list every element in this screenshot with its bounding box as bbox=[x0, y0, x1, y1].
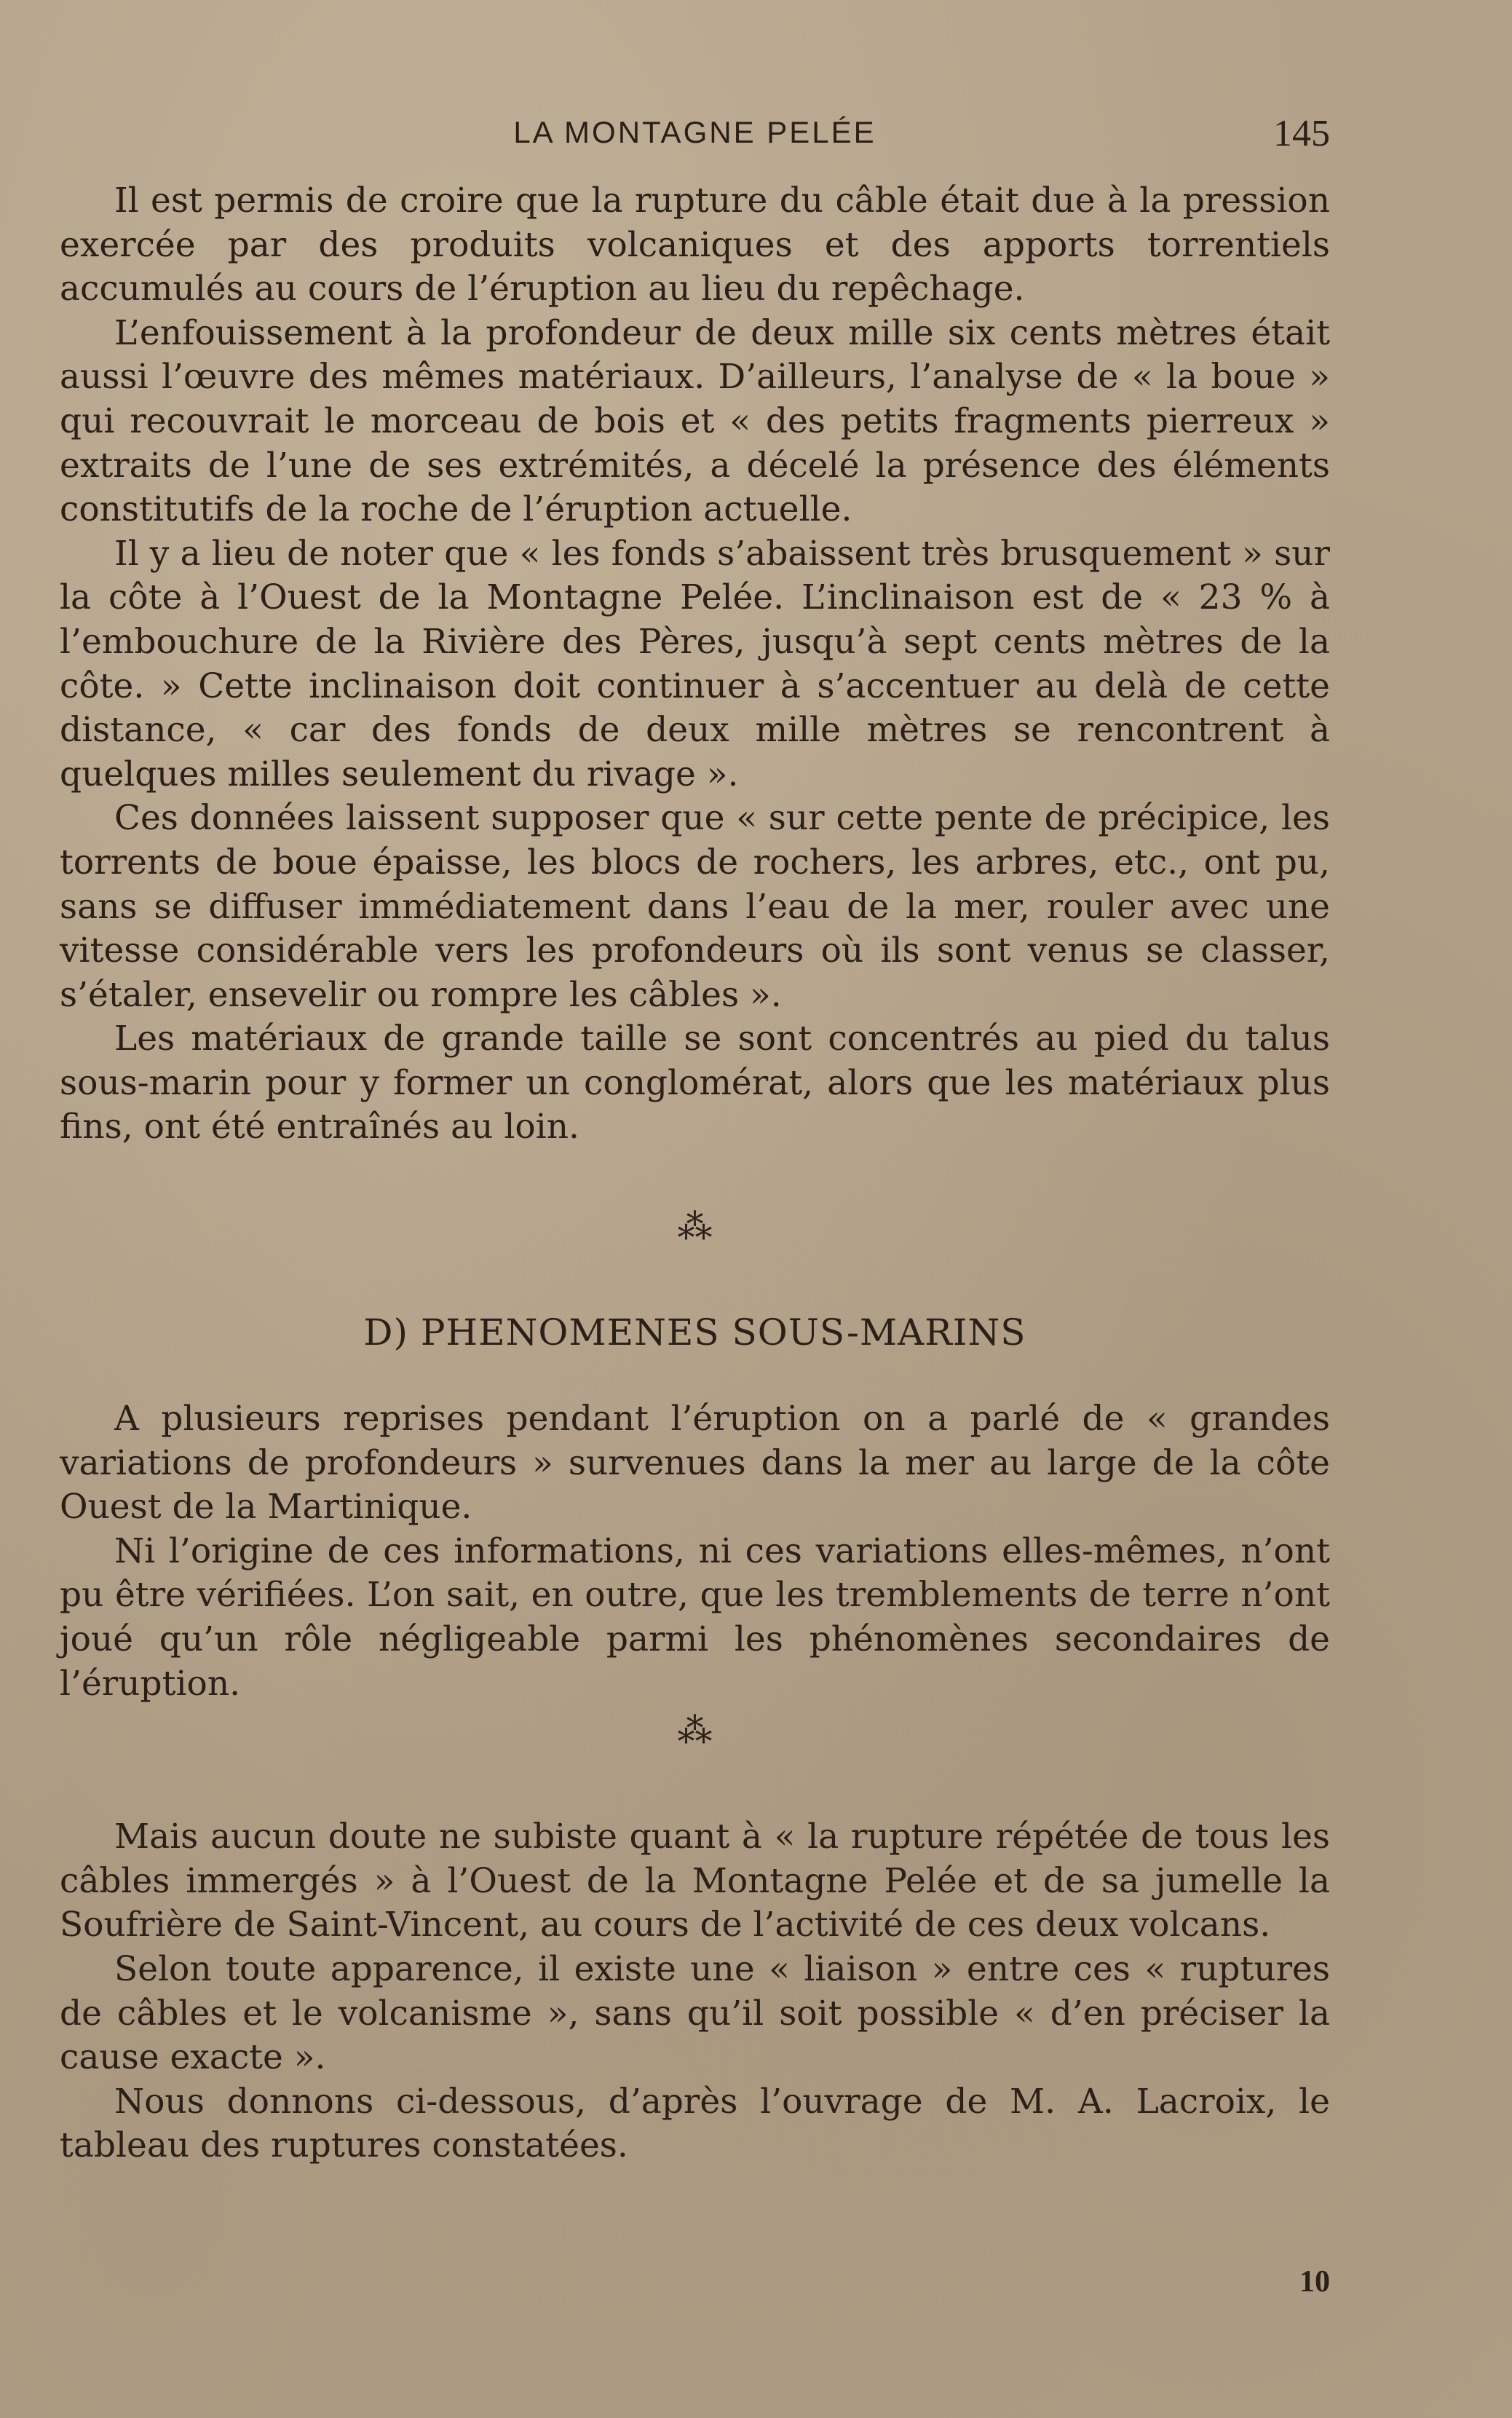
running-head bbox=[60, 102, 1330, 160]
book-page bbox=[60, 102, 1330, 2299]
paragraph: Selon toute apparence, il existe une « liaison » entre ces « ruptures de câbles et le volcanisme », sans qu’il soit possible « d’en préciser la cause exacte ». bbox=[60, 1949, 1330, 2078]
paragraph: L’enfouissement à la profondeur de deux mille six cents mètres était aussi l’œuvre des mêmes matériaux. D’ailleurs, l’analyse de « la boue » qui recouvrait le morceau de bois et « des petits fragments pierreux » extraits de l’une de ses extrémités, a décelé la présence des éléments constitutifs de la roche de l’éruption actuelle. bbox=[60, 312, 1330, 530]
paragraph: A plusieurs reprises pendant l’éruption on a parlé de « grandes variations de profondeurs » survenues dans la mer au large de la côte Ouest de la Martinique. bbox=[60, 1399, 1330, 1528]
paragraph: Il est permis de croire que la rupture du câble était due à la pression exercée par des produits volcaniques et des apports torrentiels accumulés au cours de l’éruption au lieu du repêchage. bbox=[60, 181, 1330, 309]
section-cable-rupture bbox=[60, 179, 1330, 1150]
asterism-divider: ⁂ bbox=[677, 1206, 713, 1248]
section-cable-ruptures-volcanism bbox=[60, 1815, 1330, 2168]
paragraph: Nous donnons ci-dessous, d’après l’ouvrage de M. A. Lacroix, le tableau des ruptures constatées. bbox=[60, 2081, 1330, 2166]
printer-signature-mark: 10 bbox=[1299, 2265, 1330, 2299]
paragraph: Il y a lieu de noter que « les fonds s’abaissent très brusquement » sur la côte à l’Ouest de la Montagne Pelée. L’inclinaison est de « 23 % à l’embouchure de la Rivière des Pères, jusqu’à sept cents mètres de la côte. » Cette inclinaison doit continuer à s’accentuer au delà de cette distance, « car des fonds de deux mille mètres se rencontrent à quelques milles seulement du rivage ». bbox=[60, 533, 1330, 794]
asterism-divider: ⁂ bbox=[677, 1710, 713, 1752]
page-number: 145 bbox=[1273, 113, 1330, 154]
paragraph: Ni l’origine de ces informations, ni ces variations elles-mêmes, n’ont pu être vérifiées. L’on sait, en outre, que les tremblements de terre n’ont joué qu’un rôle négligeable parmi les phénomènes secondaires de l’éruption. bbox=[60, 1530, 1330, 1704]
paragraph: Ces données laissent supposer que « sur cette pente de précipice, les torrents de boue épaisse, les blocs de rochers, les arbres, etc., ont pu, sans se diffuser immédiatement dans l’eau de la mer, rouler avec une vitesse considérable vers les profondeurs où ils sont venus se classer, s’étaler, ensevelir ou rompre les câbles ». bbox=[60, 798, 1330, 1015]
paragraph: Mais aucun doute ne subiste quant à « la rupture répétée de tous les câbles immergés » à l’Ouest de la Montagne Pelée et de sa jumelle la Soufrière de Saint-Vincent, au cours de l’activité de ces deux volcans. bbox=[60, 1817, 1330, 1945]
running-title: LA MONTAGNE PELÉE bbox=[513, 115, 876, 149]
section-heading: D) PHENOMENES SOUS-MARINS bbox=[363, 1311, 1026, 1354]
paragraph: Les matériaux de grande taille se sont concentrés au pied du talus sous-marin pour y former un conglomérat, alors que les matériaux plus fins, ont été entraînés au loin. bbox=[60, 1019, 1330, 1147]
section-submarine-phenomena bbox=[60, 1397, 1330, 1706]
